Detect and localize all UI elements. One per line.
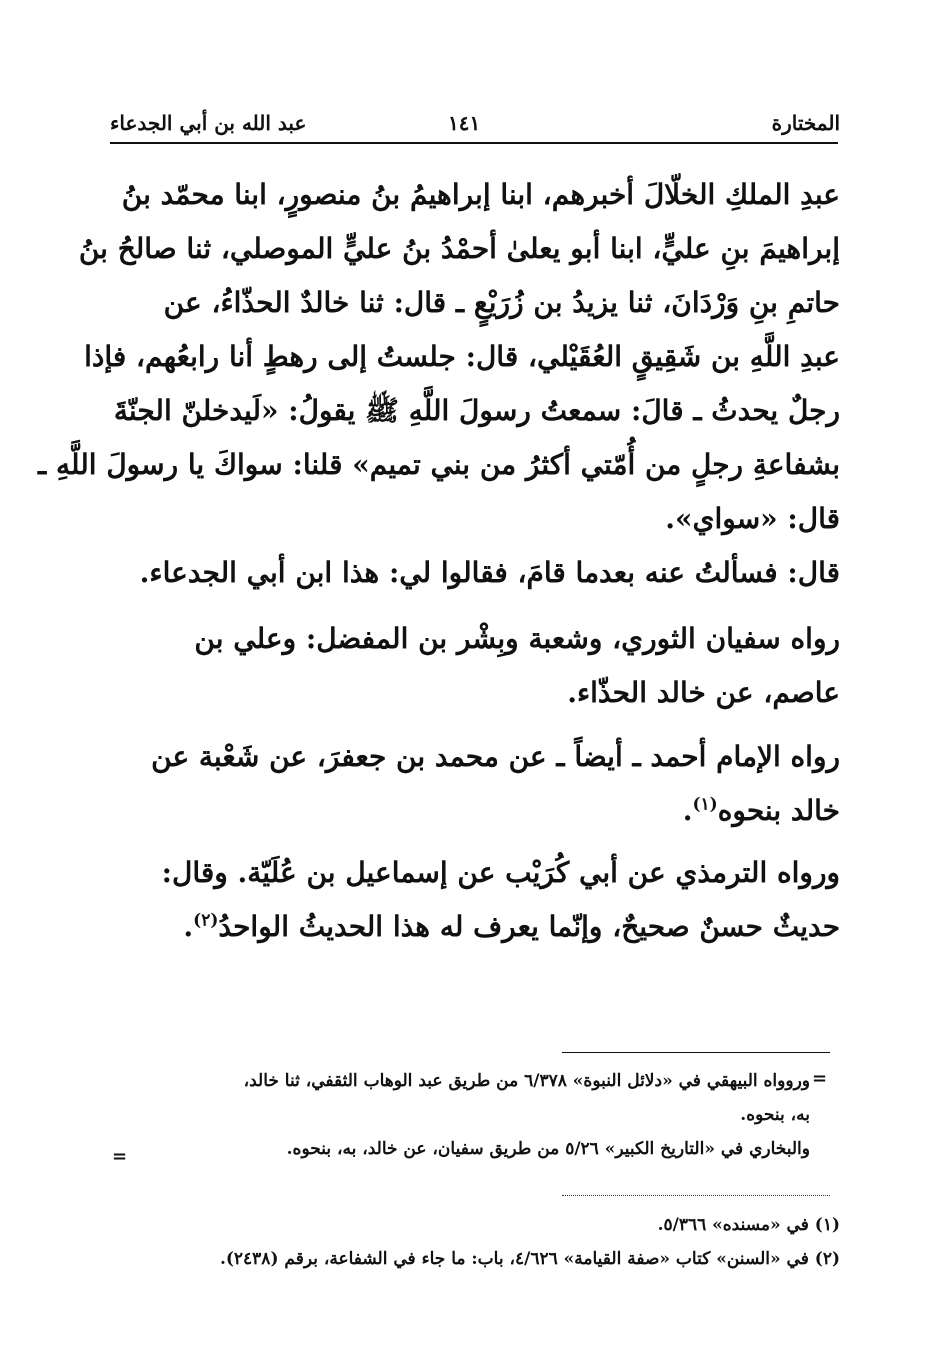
footnotes-list [220,1208,840,1276]
running-header [110,108,840,142]
text-line [162,900,840,954]
text-line: رواه الإمام أحمد ـ أيضاً ـ عن محمد بن جعفرَ، عن شَعْبة عن [151,740,840,773]
paragraph-isnad [38,168,840,546]
footnote-divider [562,1195,830,1196]
text-line: عبدِ اللَّهِ بن شَقِيقٍ العُقَيْلي، قال: جلستُ إلى رهطٍ أنا رابعُهم، فإذا [84,340,840,373]
text-line [151,784,840,838]
text-line: حاتمِ بنِ وَرْدَانَ، ثنا يزيدُ بن زُرَيْعٍ ـ قال: ثنا خالدٌ الحذّاءُ، عن [163,286,840,319]
text-line: بشفاعةِ رجلٍ من أُمّتي أكثرُ من بني تميم» قلنا: سواكَ يا رسولَ اللَّهِ ـ [38,448,840,481]
continuation-mark: = [112,1146,128,1167]
text-line: ورواه الترمذي عن أبي كُرَيْب عن إسماعيل بن عُلَيّة. وقال: [161,856,840,889]
footnote-line: والبخاري في «التاريخ الكبير» ٥/٢٦ من طريق سفيان، عن خالد، به، بنحوه. [286,1139,810,1159]
text-line: إبراهيمَ بنِ عليٍّ، ابنا أبو يعلىٰ أحمْدُ بنُ عليٍّ الموصلي، ثنا صالحُ بنُ [78,232,840,265]
text-fragment: . [682,794,693,827]
header-rule [110,142,838,144]
footnote-continuation [244,1064,810,1166]
footnote-2: (٢) في «السنن» كتاب «صفة القيامة» ٤/٦٢٦، باب: ما جاء في الشفاعة، برقم (٢٤٣٨). [219,1249,840,1269]
paragraph-riwaya-3 [162,846,840,954]
footnote-ref-2: (٢) [193,910,219,931]
text-fragment: . [183,910,194,943]
paragraph-riwaya-2 [151,730,840,838]
continuation-mark: = [812,1068,828,1089]
text-fragment: حديثٌ حسنٌ صحيحٌ، وإنّما يعرف له هذا الحديثُ الواحدُ [218,910,840,943]
footnote-line: وروواه البيهقي في «دلائل النبوة» ٦/٣٧٨ من طريق عبد الوهاب الثقفي، ثنا خالد، [243,1071,810,1091]
footnote-ref-1: (١) [692,794,718,815]
book-title: المختارة [771,111,840,135]
footnote-separator [562,1052,830,1053]
text-line: قال: «سواي». [665,502,840,535]
paragraph-riwaya-1 [194,612,840,720]
text-line: قال: فسألتُ عنه بعدما قامَ، فقالوا لي: هذا ابن أبي الجدعاء. [139,556,840,589]
text-line: رواه سفيان الثوري، وشعبة وبِشْر بن المفضل: وعلي بن [194,622,840,655]
text-line: رجلٌ يحدثُ ـ قالَ: سمعتُ رسولَ اللَّهِ ﷺ يقولُ: «لَيدخلنّ الجنّةَ [113,394,840,427]
text-line: عاصم، عن خالد الحذّاء. [567,676,840,709]
paragraph-narrator [140,546,840,600]
text-fragment: خالد بنحوه [717,794,840,827]
footnote-line: به، بنحوه. [740,1105,810,1125]
page-number: ١٤١ [448,111,481,135]
text-line: عبدِ الملكِ الخلّالَ أخبرهم، ابنا إبراهيمُ بنُ منصورٍ، ابنا محمّد بنُ [121,178,840,211]
footnote-1: (١) في «مسنده» ٥/٣٦٦. [657,1215,840,1235]
chapter-title: عبد الله بن أبي الجدعاء [110,111,307,135]
